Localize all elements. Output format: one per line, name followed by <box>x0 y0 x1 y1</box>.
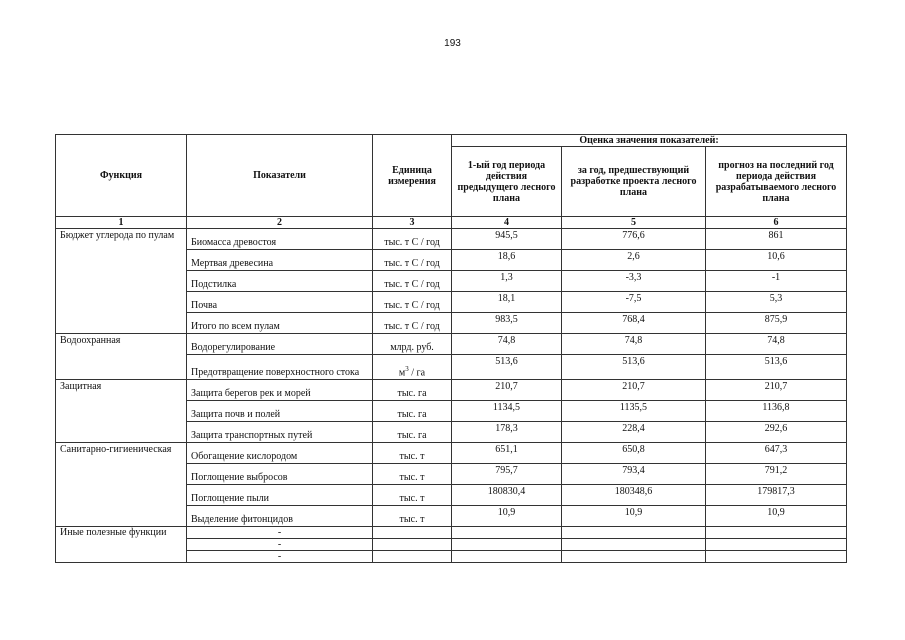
indicator-cell: Предотвращение поверхностного стока <box>187 355 373 380</box>
column-number: 2 <box>187 217 373 229</box>
value-cell: 10,6 <box>706 250 847 271</box>
value-cell: 647,3 <box>706 443 847 464</box>
unit-cell: тыс. т С / год <box>373 229 452 250</box>
value-cell: 875,9 <box>706 313 847 334</box>
value-cell <box>706 539 847 551</box>
header-col4: 1-ый год периода действия предыдущего лесного плана <box>452 147 562 217</box>
table-row <box>56 229 847 250</box>
value-cell: 292,6 <box>706 422 847 443</box>
value-cell: 945,5 <box>452 229 562 250</box>
value-cell: -3,3 <box>562 271 706 292</box>
unit-cell <box>373 355 452 380</box>
value-cell: 776,6 <box>562 229 706 250</box>
indicator-cell: Итого по всем пулам <box>187 313 373 334</box>
unit-superscript: 3 <box>405 364 409 373</box>
unit-cell <box>373 527 452 539</box>
function-cell: Санитарно-гигиеническая <box>56 443 187 527</box>
indicator-cell: Мертвая древесина <box>187 250 373 271</box>
indicator-cell: Защита берегов рек и морей <box>187 380 373 401</box>
indicator-cell: Поглощение пыли <box>187 485 373 506</box>
value-cell: 10,9 <box>706 506 847 527</box>
unit-cell: тыс. т <box>373 485 452 506</box>
value-cell: 210,7 <box>452 380 562 401</box>
value-cell: 513,6 <box>562 355 706 380</box>
value-cell: 1135,5 <box>562 401 706 422</box>
value-cell: 179817,3 <box>706 485 847 506</box>
unit-cell: тыс. т <box>373 443 452 464</box>
value-cell: 513,6 <box>706 355 847 380</box>
value-cell: 10,9 <box>562 506 706 527</box>
function-cell: Бюджет углерода по пулам <box>56 229 187 334</box>
value-cell: 5,3 <box>706 292 847 313</box>
value-cell <box>562 527 706 539</box>
indicator-cell: Подстилка <box>187 271 373 292</box>
indicator-cell: Поглощение выбросов <box>187 464 373 485</box>
indicator-cell: Защита почв и полей <box>187 401 373 422</box>
value-cell: 651,1 <box>452 443 562 464</box>
value-cell: 861 <box>706 229 847 250</box>
value-cell: 983,5 <box>452 313 562 334</box>
header-unit: Единица измерения <box>373 135 452 217</box>
value-cell <box>452 527 562 539</box>
value-cell: 2,6 <box>562 250 706 271</box>
header-col6: прогноз на последний год периода действия разрабатываемого лесного плана <box>706 147 847 217</box>
value-cell: 1136,8 <box>706 401 847 422</box>
page-number: 193 <box>444 38 461 49</box>
table-row <box>56 334 847 355</box>
value-cell <box>452 539 562 551</box>
table-row <box>56 443 847 464</box>
value-cell: 793,4 <box>562 464 706 485</box>
value-cell: 18,1 <box>452 292 562 313</box>
unit-cell: тыс. т <box>373 464 452 485</box>
header-col5: за год, предшествующий разработке проекта лесного плана <box>562 147 706 217</box>
value-cell: 795,7 <box>452 464 562 485</box>
header-indicators: Показатели <box>187 135 373 217</box>
value-cell <box>562 551 706 563</box>
unit-cell: тыс. т С / год <box>373 292 452 313</box>
value-cell <box>706 527 847 539</box>
value-cell: 10,9 <box>452 506 562 527</box>
table-row <box>56 527 847 539</box>
value-cell: 1,3 <box>452 271 562 292</box>
forest-functions-table <box>55 134 847 563</box>
unit-cell: тыс. т С / год <box>373 271 452 292</box>
indicator-cell: Защита транспортных путей <box>187 422 373 443</box>
value-cell: 228,4 <box>562 422 706 443</box>
value-cell: 210,7 <box>562 380 706 401</box>
indicator-cell: Почва <box>187 292 373 313</box>
header-group: Оценка значения показателей: <box>452 135 847 147</box>
unit-tail: / га <box>408 367 426 378</box>
value-cell: 180830,4 <box>452 485 562 506</box>
unit-cell: тыс. т С / год <box>373 313 452 334</box>
indicator-cell: Водорегулирование <box>187 334 373 355</box>
value-cell: 74,8 <box>706 334 847 355</box>
value-cell: 210,7 <box>706 380 847 401</box>
value-cell: -7,5 <box>562 292 706 313</box>
unit-cell: тыс. га <box>373 422 452 443</box>
indicator-cell: Обогащение кислородом <box>187 443 373 464</box>
value-cell: 74,8 <box>452 334 562 355</box>
value-cell: 791,2 <box>706 464 847 485</box>
column-number: 1 <box>56 217 187 229</box>
unit-base: м <box>398 367 406 378</box>
unit-cell: тыс. га <box>373 401 452 422</box>
value-cell <box>452 551 562 563</box>
unit-cell <box>373 551 452 563</box>
unit-cell <box>373 539 452 551</box>
value-cell: 18,6 <box>452 250 562 271</box>
value-cell: 768,4 <box>562 313 706 334</box>
header-function: Функция <box>56 135 187 217</box>
function-cell: Защитная <box>56 380 187 443</box>
value-cell: 180348,6 <box>562 485 706 506</box>
column-number: 4 <box>452 217 562 229</box>
function-cell: Водоохранная <box>56 334 187 380</box>
unit-cell: тыс. га <box>373 380 452 401</box>
indicator-cell: - <box>187 527 373 539</box>
function-cell: Иные полезные функции <box>56 527 187 563</box>
indicator-cell: Выделение фитонцидов <box>187 506 373 527</box>
column-number: 5 <box>562 217 706 229</box>
value-cell: 74,8 <box>562 334 706 355</box>
indicator-cell: - <box>187 551 373 563</box>
value-cell: 1134,5 <box>452 401 562 422</box>
column-number: 6 <box>706 217 847 229</box>
unit-cell: тыс. т С / год <box>373 250 452 271</box>
column-number: 3 <box>373 217 452 229</box>
value-cell: 650,8 <box>562 443 706 464</box>
indicator-cell: - <box>187 539 373 551</box>
value-cell <box>706 551 847 563</box>
table-row <box>56 380 847 401</box>
value-cell <box>562 539 706 551</box>
value-cell: 513,6 <box>452 355 562 380</box>
unit-cell: млрд. руб. <box>373 334 452 355</box>
value-cell: -1 <box>706 271 847 292</box>
unit-cell: тыс. т <box>373 506 452 527</box>
value-cell: 178,3 <box>452 422 562 443</box>
indicator-cell: Биомасса древостоя <box>187 229 373 250</box>
